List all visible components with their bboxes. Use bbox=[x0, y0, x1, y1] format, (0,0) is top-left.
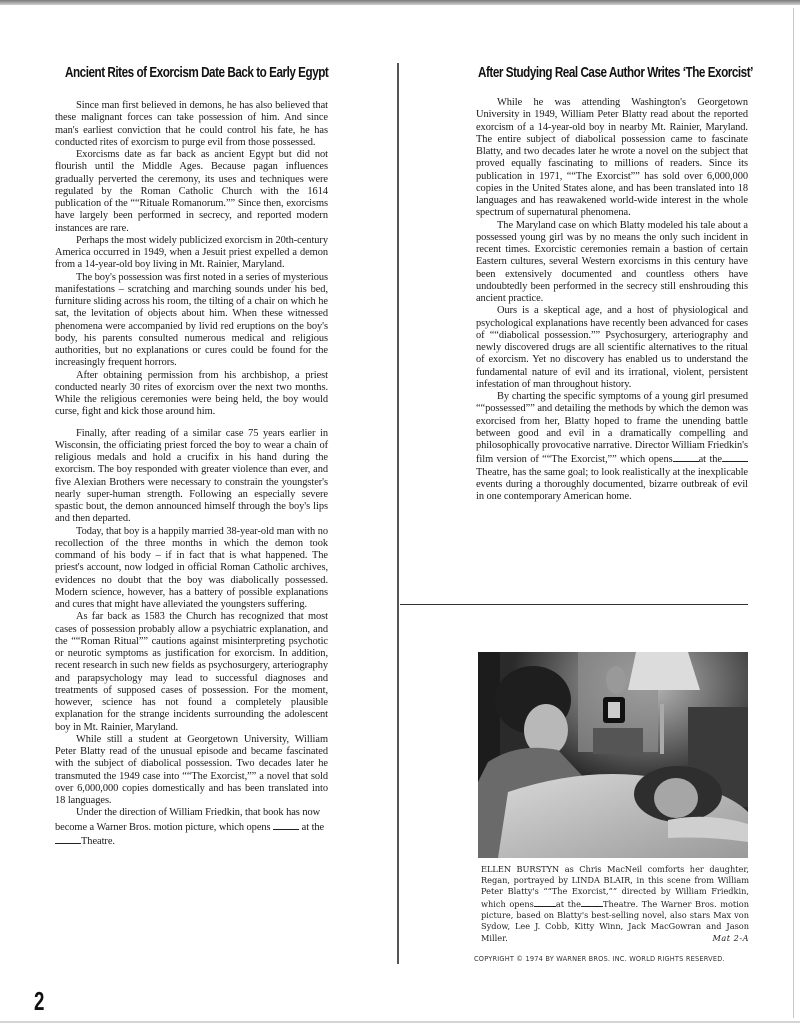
right-article-headline: After Studying Real Case Author Writes ‘The Exorcist’ bbox=[478, 64, 753, 81]
right-paragraph: Ours is a skeptical age, and a host of physiological and psychological explanations have recently been advanced for cases of ““diabolical possession.”” Psychosurgery, arteriography and newly discovered drugs are all scientific alternatives to the ritual of exorcism. Yet no discovery has enabled us to understand the fundamental nature of evil and its irrational, violent, persistent infestation of man throughout history. bbox=[476, 305, 748, 390]
page-number: 2 bbox=[34, 986, 45, 1016]
wall-mirror bbox=[606, 666, 626, 694]
film-still-photo bbox=[478, 652, 748, 858]
nightstand-items bbox=[593, 728, 643, 754]
picture-frame-inner bbox=[608, 702, 620, 718]
left-paragraph: Since man first believed in demons, he has also believed that these malignant forces can take possession of him. And since man's earliest conviction that he could control his fate, he has conducted rites of exorcism to purge evil from those possessed. bbox=[55, 100, 328, 148]
blank-date-line bbox=[273, 820, 299, 830]
left-last-text-middle: at the bbox=[299, 821, 325, 833]
section-divider-horizontal bbox=[400, 604, 748, 605]
left-article-body bbox=[55, 100, 328, 848]
left-paragraph: After obtaining permission from his archbishop, a priest conducted nearly 30 rites of exorcism over the next two months. While the religious ceremonies were being held, the boy would curse, fight and kick those around him. bbox=[55, 369, 328, 418]
right-paragraph: While he was attending Washington's Georgetown University in 1949, William Peter Blatty read about the reported exorcism of a 14-year-old boy in nearby Mt. Rainier, Maryland. The entire subject of diabolical possession came to fascinate Blatty, and two decades later he wrote a novel on the subject that proved equally fascinating to millions of readers. Since its publication in 1971, ““The Exorcist”” has sold over 6,000,000 copies in the United States alone, and has been translated into 18 languages and has reawakened world-wide interest in the whole spectrum of supernatural phenomena. bbox=[476, 97, 748, 219]
right-last-text-after: Theatre, has the same goal; to look realistically at the inexplicable events during a thoroughly documented, bizarre outbreak of evil in one contemporary American home. bbox=[476, 466, 748, 502]
copyright-notice: COPYRIGHT © 1974 BY WARNER BROS. INC. WORLD RIGHTS RESERVED. bbox=[474, 955, 725, 963]
blank-theatre-line bbox=[722, 452, 748, 462]
right-paragraph-last bbox=[476, 391, 748, 503]
caption-text-before: ELLEN BURSTYN as Chris MacNeil comforts her daughter, Regan, portrayed by LINDA BLAIR, in this scene from William Peter Blatty's ““The Exorcist,”” directed by William Friedkin, which opens bbox=[481, 864, 749, 910]
caption-text-after: Theatre. The Warner Bros. motion picture, based on Blatty's best-selling novel, also stars Max von Sydow, Lee J. Cobb, Kitty Winn, Jack MacGowran and Jason Miller. bbox=[481, 899, 749, 943]
lamp-shade bbox=[628, 652, 700, 690]
right-last-text-before: By charting the specific symptoms of a young girl presumed ““possessed”” and detailing the methods by which the demon was exorcised from her, Blatty hoped to frame the unending battle between good and evil in a dramatically compelling and philosophically provocative narrative. Director William Friedkin's film version of ““The Exorcist,”” which opens bbox=[476, 391, 748, 466]
right-last-text-middle: at the bbox=[698, 454, 722, 466]
page-top-edge bbox=[0, 0, 800, 5]
blank-theatre-line bbox=[581, 897, 603, 907]
blank-theatre-line bbox=[55, 834, 81, 844]
left-article-headline: Ancient Rites of Exorcism Date Back to Early Egypt bbox=[65, 64, 329, 81]
left-paragraph: Finally, after reading of a similar case 75 years earlier in Wisconsin, the officiating priest forced the boy to wear a chain of religious medals and hold a crucifix in his hand during the exorcism. The boy responded with greater violence than ever, and five Alexian Brothers were necessary to constrain the youngster's nearly super-human strength. Following an especially severe spastic bout, the demon announced himself through the boy's lips and then departed. bbox=[55, 427, 328, 525]
left-paragraph-last bbox=[55, 807, 328, 848]
left-paragraph: As far back as 1583 the Church has recognized that most cases of possession probably allow a psychiatric explanation, and the ““Roman Ritual”” cautions against misinterpreting psychotic or neurotic symptoms as justification for exorcism. In addition, recent research in such new fields as psychosurgery, arteriography and parapsychology may lead to successful diagnoses and treatments of supposed cases of possession. For the moment, however, science has not found a completely plausible explanation for the strange incidents surrounding the adolescent boy in Mt. Rainier, Maryland. bbox=[55, 611, 328, 733]
right-paragraph: The Maryland case on which Blatty modeled his tale about a possessed young girl was by no means the only such incident in recent times. Exorcistic ceremonies remain a bastion of certain Eastern cultures, several Western exorcisms in this century have been extensively documented and countless others have undoubtedly been performed in the secrecy still enshrouding this ancient practice. bbox=[476, 219, 748, 304]
left-paragraph: Today, that boy is a happily married 38-year-old man with no recollection of the three months in which the demon took command of his body – if in fact that is what happened. The priest's account, now lodged in official Roman Catholic archives, evidences no doubt that the boy was diabolically possessed. Modern science, however, has a battery of possible explanations and cures that might have alleviated the youngsters suffering. bbox=[55, 525, 328, 610]
blank-date-line bbox=[534, 897, 556, 907]
photo-caption bbox=[481, 864, 749, 944]
mat-label: Mat 2-A bbox=[712, 932, 749, 943]
left-paragraph: While still a student at Georgetown University, William Peter Blatty read of the unusual episode and became fascinated with the subject of diabolical possession. Two decades later he transmuted the 1949 case into ““The Exorcist,”” a novel that sold over 6,000,000 copies domestically and has been translated into 18 languages. bbox=[55, 733, 328, 806]
column-divider-vertical bbox=[397, 63, 399, 964]
left-paragraph: Exorcisms date as far back as ancient Egypt but did not flourish until the Middle Ages. Because pagan influences gradually perverted the ceremony, its uses and techniques were regulated by the Roman Catholic Church with the 1614 publication of the ““Rituale Romanorum.”” Since then, exorcisms have largely been performed in secrecy, and reported modern instances are rare. bbox=[55, 149, 328, 234]
right-article-body bbox=[476, 97, 748, 503]
blank-date-line bbox=[673, 452, 699, 462]
left-paragraph: Perhaps the most widely publicized exorcism in 20th-century America occurred in 1949, when a Jesuit priest expelled a demon from a 14-year-old boy living in Mt. Rainier, Maryland. bbox=[55, 234, 328, 271]
page-right-edge bbox=[793, 8, 794, 1018]
lamp-stand bbox=[660, 704, 664, 754]
daughter-face bbox=[654, 778, 698, 818]
left-last-text-after: Theatre. bbox=[81, 835, 115, 847]
left-last-text-before: Under the direction of William Friedkin, that book has now become a Warner Bros. motion picture, which opens bbox=[55, 807, 321, 833]
page-bottom-edge bbox=[0, 1021, 800, 1023]
film-still-illustration bbox=[478, 652, 748, 858]
caption-text-middle: at the bbox=[555, 899, 581, 910]
left-paragraph: The boy's possession was first noted in a series of mysterious manifestations – scratching and marching sounds under his bed, furniture sliding across his room, the tilting of a chair on which he sat, the levitation of objects about him. When these witnessed phenomena were accompanied by livid red eruptions on the boy's body, his parents consulted numerous medical and religious authorities, but no explanations or cures could be found for the increasingly frequent horrors. bbox=[55, 271, 328, 369]
